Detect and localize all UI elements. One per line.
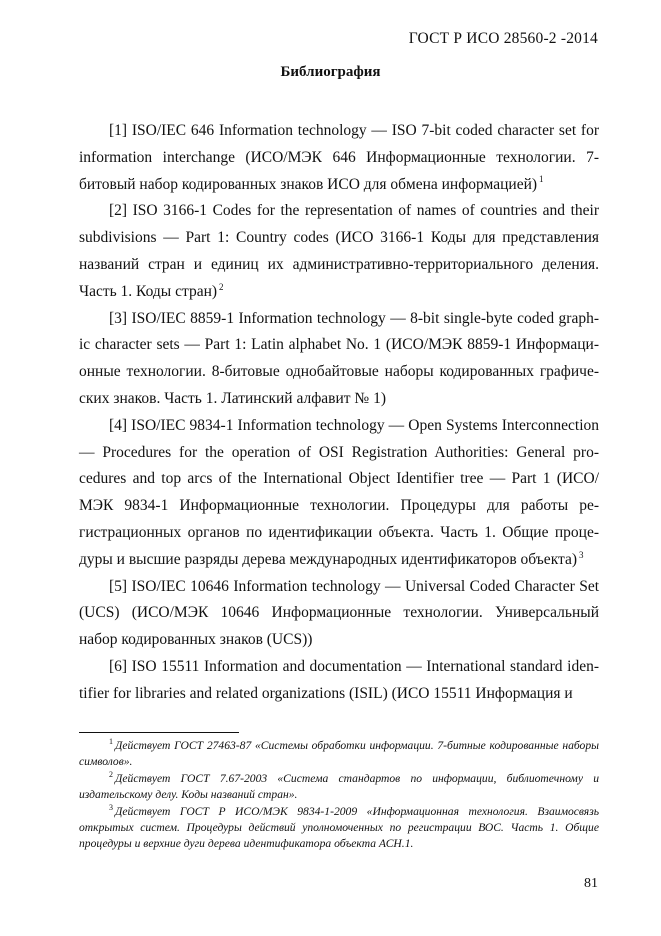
reference-item-6: [79, 654, 599, 708]
reference-item-1: [79, 118, 599, 198]
document-header: ГОСТ Р ИСО 28560-2 -2014: [408, 30, 598, 47]
page-title: Библиография: [280, 64, 381, 80]
footnote-text: Действует ГОСТ Р ИСО/МЭК 9834-1-2009 «Информационная технология. Взаимосвязь открытых систем. Процедуры действий уполномоченных по регистрации ВОС. Часть 1. Общие процедуры и верхние дуги дерева идентификатора объекта АСН.1.: [79, 804, 599, 851]
reference-text: [3] ISO/IEC 8859-1 Information technology — 8-bit single-byte coded graphic character sets — Part 1: Latin alphabet No. 1 (ИСО/МЭК 8859-1 Информационные технологии. 8-битовые однобайтовые наборы кодированных графических знаков. Часть 1. Латинский алфавит № 1): [79, 309, 599, 407]
reference-item-4: [79, 413, 599, 574]
footnote-divider: [79, 732, 239, 733]
page-number: 81: [584, 876, 598, 891]
footnote-mark: 3: [109, 802, 113, 812]
footnote-text: Действует ГОСТ 27463-87 «Системы обработки информации. 7-битные кодированные наборы символов».: [79, 739, 599, 769]
footnote-1: [79, 738, 599, 771]
footnote-mark: 2: [109, 769, 113, 779]
reference-text: [6] ISO 15511 Information and documentation — International standard identifier for libraries and related organizations (ISIL) (ИСО 15511 Информация и: [79, 657, 599, 702]
footnotes: [79, 738, 599, 853]
footnote-3: [79, 804, 599, 853]
reference-item-2: [79, 198, 599, 305]
reference-text: [5] ISO/IEC 10646 Information technology — Universal Coded Character Set (UCS) (ИСО/МЭК 10646 Информационные технологии. Универсальный набор кодированных знаков (UCS)): [79, 577, 599, 649]
bibliography-list: [79, 118, 599, 708]
reference-item-5: [79, 574, 599, 654]
reference-item-3: [79, 306, 599, 413]
footnote-ref: 1: [539, 174, 544, 185]
reference-text: [1] ISO/IEC 646 Information technology — ISO 7-bit coded character set for information interchange (ИСО/МЭК 646 Информационные технологии. 7-битовый набор кодированных знаков ИСО для обмена информацией): [79, 122, 599, 193]
reference-text: [2] ISO 3166-1 Codes for the representation of names of countries and their subdivisions — Part 1: Country codes (ИСО 3166-1 Коды для представления названий стран и единиц их административно-территориального деления. Часть 1. Коды стран): [79, 202, 599, 300]
footnote-text: Действует ГОСТ 7.67-2003 «Система стандартов по информации, библиотечному и издательскому делу. Коды названий стран».: [79, 771, 599, 802]
footnote-ref: 3: [579, 549, 584, 560]
footnote-2: [79, 771, 599, 804]
footnote-ref: 2: [219, 281, 224, 292]
reference-text: [4] ISO/IEC 9834-1 Information technology — Open Systems Interconnection — Procedures for the operation of OSI Registration Authorities: General procedures and top arcs of the International Object Identifier tree — Part 1 (ИСО/МЭК 9834-1 Информационные технологии. Процедуры для работы регистрационных органов по идентификации объекта. Часть 1. Общие процедуры и высшие разряды дерева международных идентификаторов объекта): [79, 416, 599, 568]
footnote-mark: 1: [109, 737, 113, 747]
